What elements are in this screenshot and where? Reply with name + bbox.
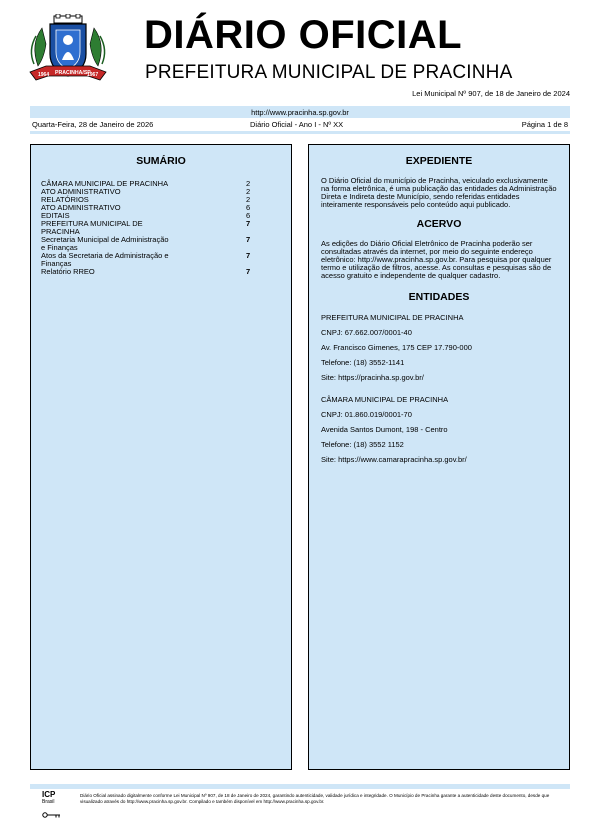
toc-item-label: RELATÓRIOS — [41, 195, 89, 204]
ribbon-year-right: 1967 — [87, 72, 99, 78]
law-reference: Lei Municipal Nº 907, de 18 de Janeiro de 2024 — [412, 89, 570, 98]
prefeitura-site[interactable]: Site: https://pracinha.sp.gov.br/ — [321, 373, 424, 382]
toc-item-page: 2 — [246, 195, 251, 204]
entidades-heading: ENTIDADES — [408, 291, 470, 303]
table-of-contents — [41, 180, 271, 276]
icp-logo-text: ICP — [42, 790, 56, 799]
toc-item-label: EDITAIS — [41, 211, 70, 220]
prefeitura-phone: Telefone: (18) 3552-1141 — [321, 358, 405, 367]
toc-item[interactable] — [41, 252, 271, 268]
page-indicator: Página 1 de 8 — [521, 120, 568, 129]
issue-date: Quarta-Feira, 28 de Janeiro de 2026 — [32, 120, 154, 129]
camara-phone: Telefone: (18) 3552 1152 — [321, 440, 404, 449]
camara-site[interactable]: Site: https://www.camarapracinha.sp.gov.br/ — [321, 455, 467, 464]
camara-cnpj: CNPJ: 01.860.019/0001-70 — [321, 410, 412, 419]
expediente-heading: EXPEDIENTE — [405, 155, 473, 167]
ribbon-year-left: 1964 — [38, 72, 50, 78]
toc-item-page: 7 — [246, 235, 251, 244]
sumario-heading: SUMÁRIO — [136, 155, 186, 167]
edition-label: Diário Oficial - Ano I - Nº XX — [250, 120, 344, 129]
ribbon-city: PRACINHA/SP — [55, 70, 91, 76]
footer-band — [30, 784, 570, 789]
coat-of-arms-icon — [26, 14, 110, 86]
toc-item-label: PREFEITURA MUNICIPAL DE PRACINHA — [41, 219, 143, 236]
toc-item[interactable] — [41, 204, 271, 212]
page-subtitle: PREFEITURA MUNICIPAL DE PRACINHA — [145, 62, 513, 83]
toc-item[interactable] — [41, 268, 271, 276]
camara-name: CÂMARA MUNICIPAL DE PRACINHA — [321, 395, 449, 404]
divider-band — [30, 131, 570, 134]
prefeitura-cnpj: CNPJ: 67.662.007/0001-40 — [321, 328, 412, 337]
toc-item-label: ATO ADMINISTRATIVO — [41, 203, 121, 212]
expediente-text: O Diário Oficial do município de Pracinha, veiculado exclusivamente na forma eletrônica, é uma publicação das entidades da Administração Direta e Indireta deste Município, sendo referidas entidades inteiramente responsáveis pelo conteúdo aqui publicado. — [321, 176, 557, 209]
acervo-text: As edições do Diário Oficial Eletrônico de Pracinha poderão ser consultadas através da internet, por meio do seguinte endereço eletrônico: http://www.pracinha.sp.gov.br. Para pesquisa por qualquer termo e utilização de filtros, acesse. As consultas e pesquisas são de acesso gratuito e independente de qualquer cadastro. — [321, 239, 552, 280]
municipal-crest — [26, 14, 110, 86]
icp-brasil-logo — [42, 791, 66, 813]
toc-item-label: Atos da Secretaria de Administração e Finanças — [41, 251, 169, 268]
site-url[interactable]: http://www.pracinha.sp.gov.br — [251, 108, 349, 117]
toc-item[interactable] — [41, 220, 271, 236]
camara-address: Avenida Santos Dumont, 198 - Centro — [321, 425, 448, 434]
sumario-panel — [30, 144, 292, 770]
toc-item-page: 2 — [246, 179, 251, 188]
toc-item-page: 7 — [246, 251, 251, 260]
toc-item-label: ATO ADMINISTRATIVO — [41, 187, 121, 196]
footer-disclaimer: Diário Oficial assinado digitalmente conforme Lei Municipal Nº 907, de 18 de Janeiro de 2024, garantindo autenticidade, validade jurídica e integridade. O Município de Pracinha garante a autenticidade deste documento, desde que visualizado através do http://www.pracinha.sp.gov.br. Compilado e também disponível em http://www.pracinha.sp.gov.br. — [80, 793, 550, 804]
acervo-heading: ACERVO — [416, 218, 462, 230]
page-title: DIÁRIO OFICIAL — [144, 13, 463, 57]
toc-item-page: 6 — [246, 211, 251, 220]
toc-item-label: CÂMARA MUNICIPAL DE PRACINHA — [41, 179, 169, 188]
toc-item-label: Secretaria Municipal de Administração e Finanças — [41, 235, 169, 252]
toc-item-page: 2 — [246, 187, 251, 196]
icp-logo-subtext: Brasil — [42, 799, 55, 805]
toc-item-page: 6 — [246, 203, 251, 212]
key-icon — [42, 812, 62, 818]
toc-item-page: 7 — [246, 219, 251, 228]
info-panel — [308, 144, 570, 770]
prefeitura-address: Av. Francisco Gimenes, 175 CEP 17.790-000 — [321, 343, 472, 352]
prefeitura-name: PREFEITURA MUNICIPAL DE PRACINHA — [321, 313, 464, 322]
toc-item-page: 7 — [246, 267, 251, 276]
toc-item-label: Relatório RREO — [41, 267, 95, 276]
toc-item[interactable] — [41, 236, 271, 252]
